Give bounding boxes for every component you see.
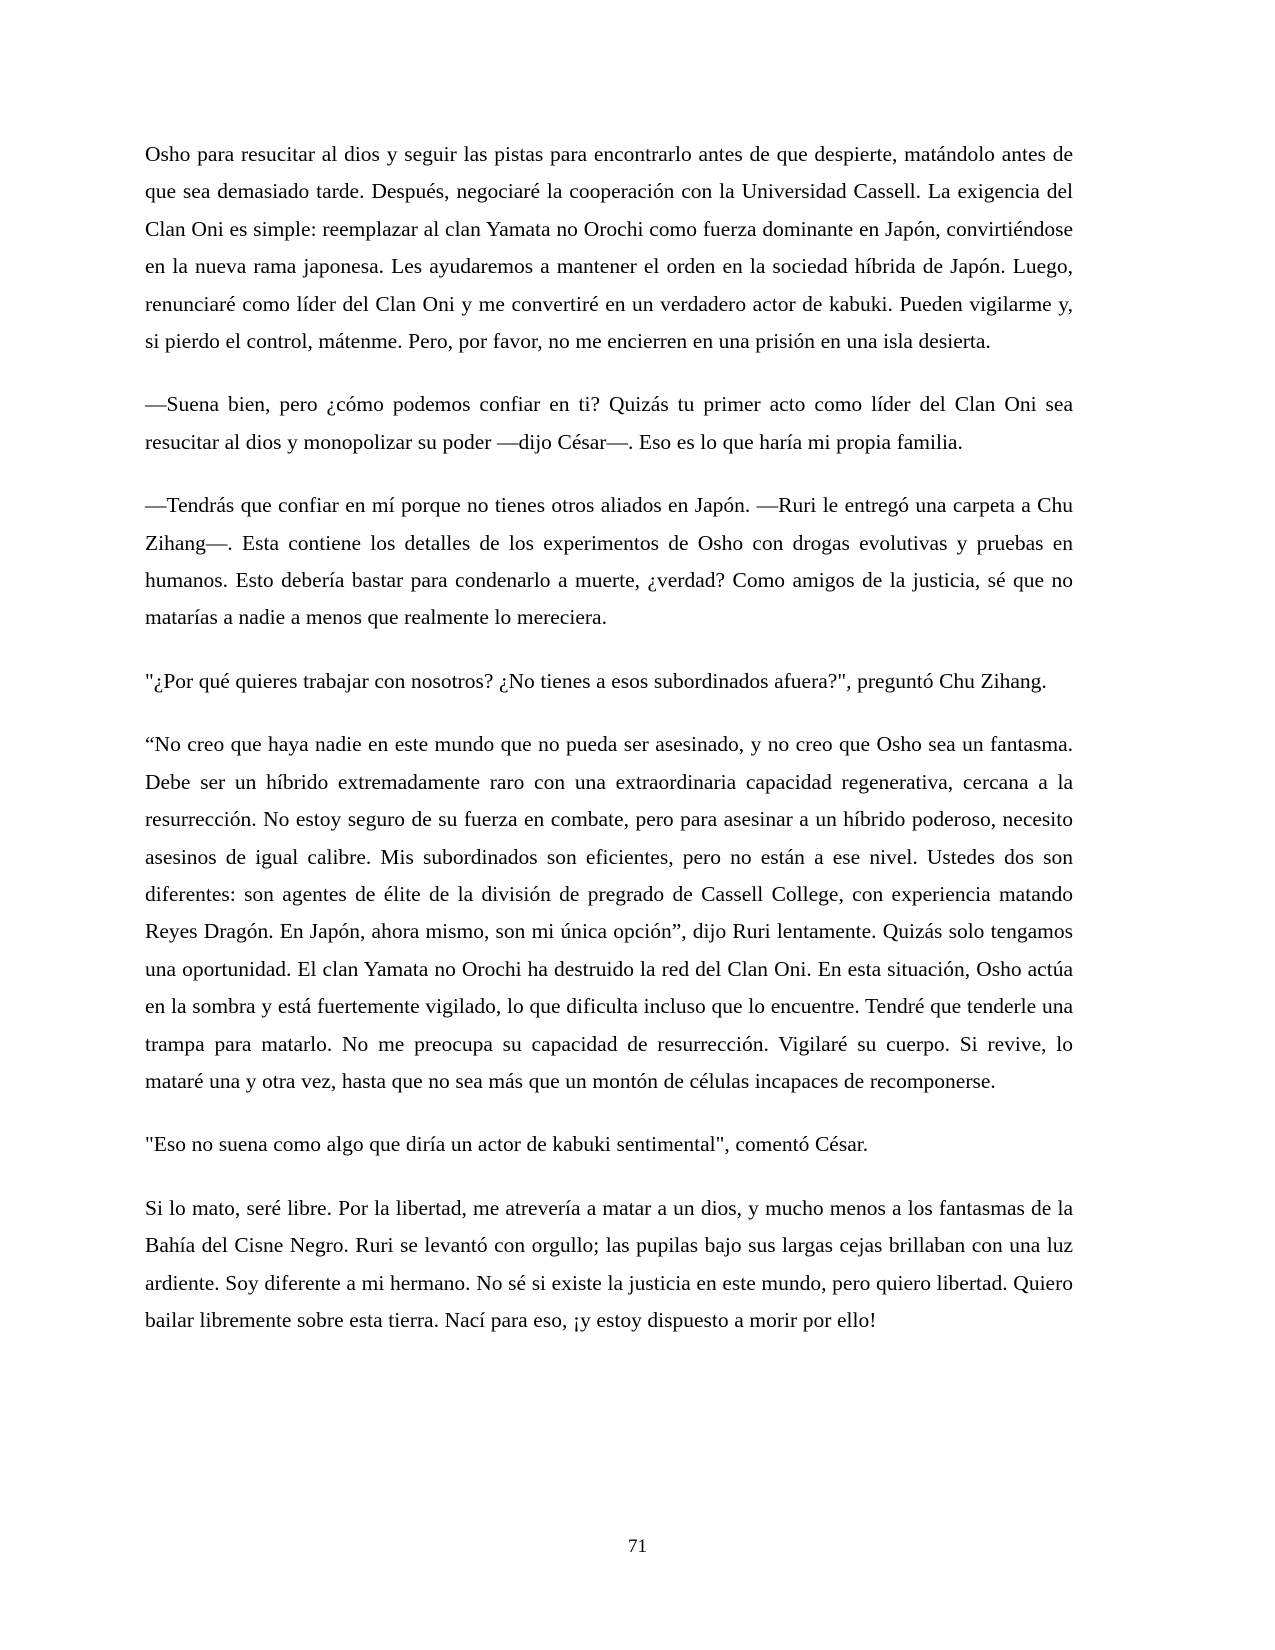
paragraph: Osho para resucitar al dios y seguir las pistas para encontrarlo antes de que despierte, matándolo antes de que sea demasiado tarde. Después, negociaré la cooperación con la Universidad Cassell. La exigencia del Clan Oni es simple: reemplazar al clan Yamata no Orochi como fuerza dominante en Japón, convirtiéndose en la nueva rama japonesa. Les ayudaremos a mantener el orden en la sociedad híbrida de Japón. Luego, renunciaré como líder del Clan Oni y me convertiré en un verdadero actor de kabuki. Pueden vigilarme y, si pierdo el control, mátenme. Pero, por favor, no me encierren en una prisión en una isla desierta. xyxy=(145,142,1073,354)
paragraph: “No creo que haya nadie en este mundo que no pueda ser asesinado, y no creo que Osho sea un fantasma. Debe ser un híbrido extremadamente raro con una extraordinaria capacidad regenerativa, cercana a la resurrección. No estoy seguro de su fuerza en combate, pero para asesinar a un híbrido poderoso, necesito asesinos de igual calibre. Mis subordinados son eficientes, pero no están a ese nivel. Ustedes dos son diferentes: son agentes de élite de la división de pregrado de Cassell College, con experiencia matando Reyes Dragón. En Japón, ahora mismo, son mi única opción”, dijo Ruri lentamente. Quizás solo tengamos una oportunidad. El clan Yamata no Orochi ha destruido la red del Clan Oni. En esta situación, Osho actúa en la sombra y está fuertemente vigilado, lo que dificulta incluso que lo encuentre. Tendré que tenderle una trampa para matarlo. No me preocupa su capacidad de resurrección. Vigilaré su cuerpo. Si revive, lo mataré una y otra vez, hasta que no sea más que un montón de células incapaces de recomponerse. xyxy=(145,732,1073,1093)
page-number: 71 xyxy=(628,1536,647,1557)
paragraph: "¿Por qué quieres trabajar con nosotros? ¿No tienes a esos subordinados afuera?", preguntó Chu Zihang. xyxy=(145,668,1047,693)
paragraph: —Suena bien, pero ¿cómo podemos confiar en ti? Quizás tu primer acto como líder del Clan Oni sea resucitar al dios y monopolizar su poder —dijo César—. Eso es lo que haría mi propia familia. xyxy=(145,392,1073,454)
paragraph: —Tendrás que confiar en mí porque no tienes otros aliados en Japón. —Ruri le entregó una carpeta a Chu Zihang—. Esta contiene los detalles de los experimentos de Osho con drogas evolutivas y pruebas en humanos. Esto debería bastar para condenarlo a muerte, ¿verdad? Como amigos de la justicia, sé que no matarías a nadie a menos que realmente lo mereciera. xyxy=(145,493,1073,630)
body-text-column xyxy=(145,136,1073,1339)
paragraph: Si lo mato, seré libre. Por la libertad, me atrevería a matar a un dios, y mucho menos a los fantasmas de la Bahía del Cisne Negro. Ruri se levantó con orgullo; las pupilas bajo sus largas cejas brillaban con una luz ardiente. Soy diferente a mi hermano. No sé si existe la justicia en este mundo, pero quiero libertad. Quiero bailar libremente sobre esta tierra. Nací para eso, ¡y estoy dispuesto a morir por ello! xyxy=(145,1195,1073,1332)
paragraph: "Eso no suena como algo que diría un actor de kabuki sentimental", comentó César. xyxy=(145,1132,869,1157)
